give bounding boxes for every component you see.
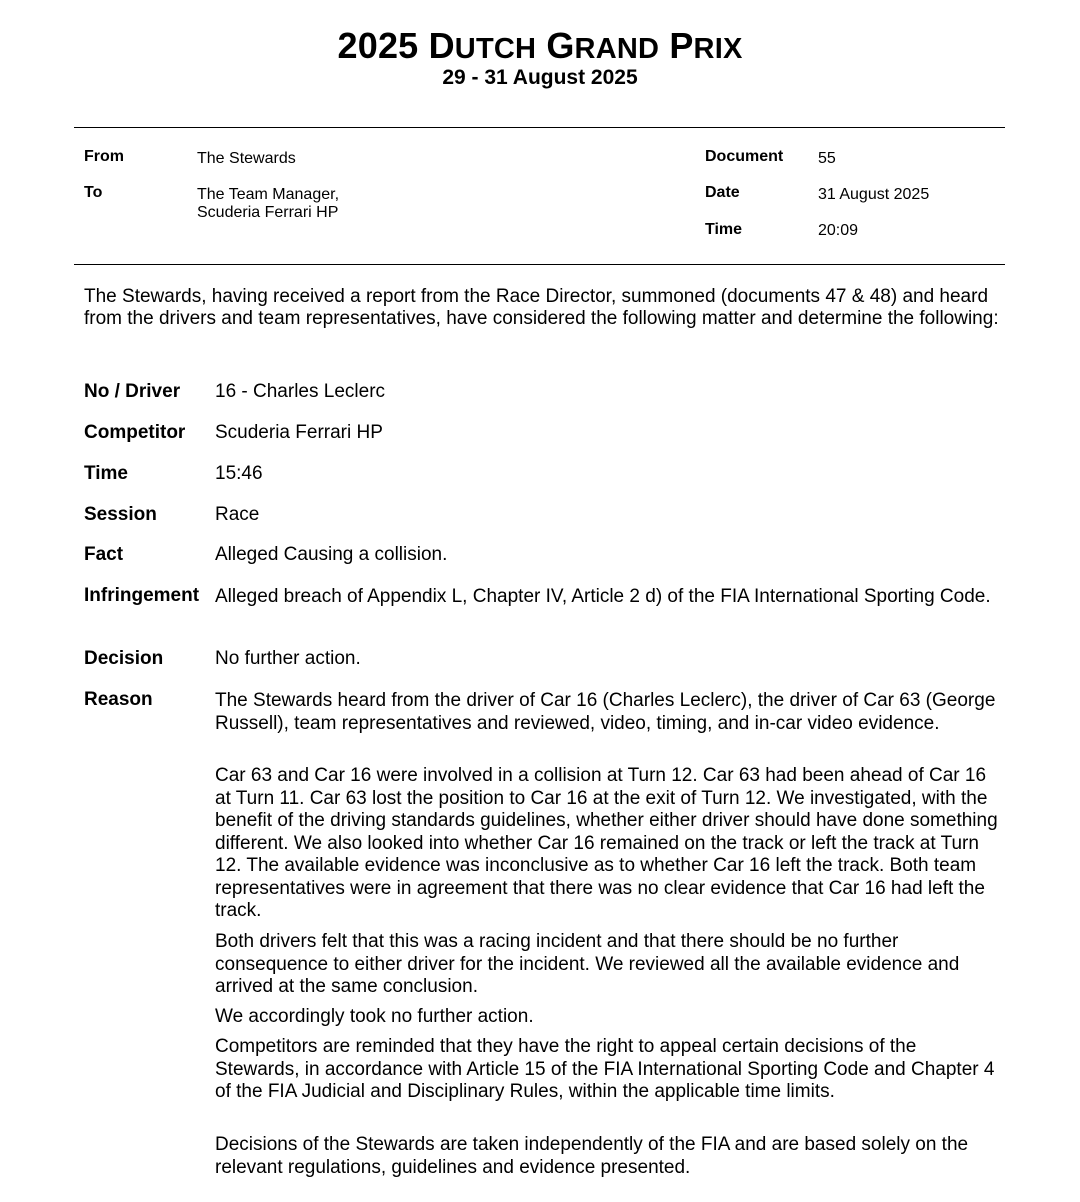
time-value: 20:09 [818, 222, 859, 239]
title-word3-rest: RIX [693, 33, 743, 65]
reason-paragraph-6: Decisions of the Stewards are taken independently of the FIA and are based solely on the relevant regulations, guidelines and evidence presented. [215, 1134, 969, 1178]
incident-time-label: Time [84, 463, 129, 484]
fact-label: Fact [84, 544, 124, 565]
driver-value: 16 - Charles Leclerc [215, 381, 386, 402]
title-year: 2025 [337, 25, 419, 66]
incident-time-value: 15:46 [215, 463, 263, 484]
fact-value: Alleged Causing a collision. [215, 544, 448, 565]
reason-paragraph-5: Competitors are reminded that they have the right to appeal certain decisions of the Stewards, in accordance with Article 15 of the FIA International Sporting Code and Chapter 4 of the FIA Judicial and Disciplinary Rules, within the applicable time limits. [215, 1036, 995, 1102]
document-label: Document [705, 148, 784, 165]
title-word3-cap: P [669, 25, 694, 66]
title-word1-rest: UTCH [454, 33, 537, 65]
reason-paragraph-3: Both drivers felt that this was a racing incident and that there should be no further consequence to either driver for the incident. We reviewed all the available evidence and arrived at the same conclusion. [215, 931, 960, 997]
title-word2-cap: G [546, 25, 575, 66]
decision-value: No further action. [215, 648, 361, 669]
reason-paragraph-1: The Stewards heard from the driver of Car 16 (Charles Leclerc), the driver of Car 63 (George Russell), team representatives and reviewed, video, timing, and in-car video evidence. [215, 690, 996, 734]
session-value: Race [215, 504, 260, 525]
title-word1-cap: D [428, 25, 455, 66]
top-divider [74, 127, 1005, 128]
from-value: The Stewards [197, 150, 296, 167]
competitor-label: Competitor [84, 422, 186, 443]
reason-label: Reason [84, 689, 153, 710]
reason-paragraph-4: We accordingly took no further action. [215, 1006, 534, 1027]
time-label: Time [705, 221, 743, 238]
bottom-divider [74, 264, 1005, 265]
infringement-label: Infringement [84, 585, 200, 606]
intro-paragraph: The Stewards, having received a report from the Race Director, summoned (documents 47 & 48) and heard from the drivers and team representatives, have considered the following matter and determine the following: [84, 286, 999, 329]
document-number: 55 [818, 150, 836, 167]
reason-paragraph-2: Car 63 and Car 16 were involved in a collision at Turn 12. Car 63 had been ahead of Car 16 at Turn 11. Car 63 lost the position to Car 16 at the exit of Turn 12. We investigated, with the benefit of the driving standards guidelines, whether either driver should have done something different. We also looked into whether Car 16 remained on the track or left the track at Turn 12. The available evidence was inconclusive as to whether Car 16 left the track. Both team representatives were in agreement that there was no clear evidence that Car 16 had left the track. [215, 765, 998, 921]
to-value-line2: Scuderia Ferrari HP [197, 204, 339, 221]
session-label: Session [84, 504, 157, 525]
date-label: Date [705, 184, 740, 201]
to-value-line1: The Team Manager, [197, 186, 340, 203]
decision-label: Decision [84, 648, 164, 669]
date-value: 31 August 2025 [818, 186, 930, 203]
driver-label: No / Driver [84, 381, 181, 402]
infringement-value: Alleged breach of Appendix L, Chapter IV, Article 2 d) of the FIA International Sporting Code. [215, 586, 991, 607]
to-label: To [84, 184, 103, 201]
title-word2-rest: RAND [574, 33, 660, 65]
from-label: From [84, 148, 124, 165]
competitor-value: Scuderia Ferrari HP [215, 422, 383, 443]
event-dates: 29 - 31 August 2025 [442, 66, 638, 89]
